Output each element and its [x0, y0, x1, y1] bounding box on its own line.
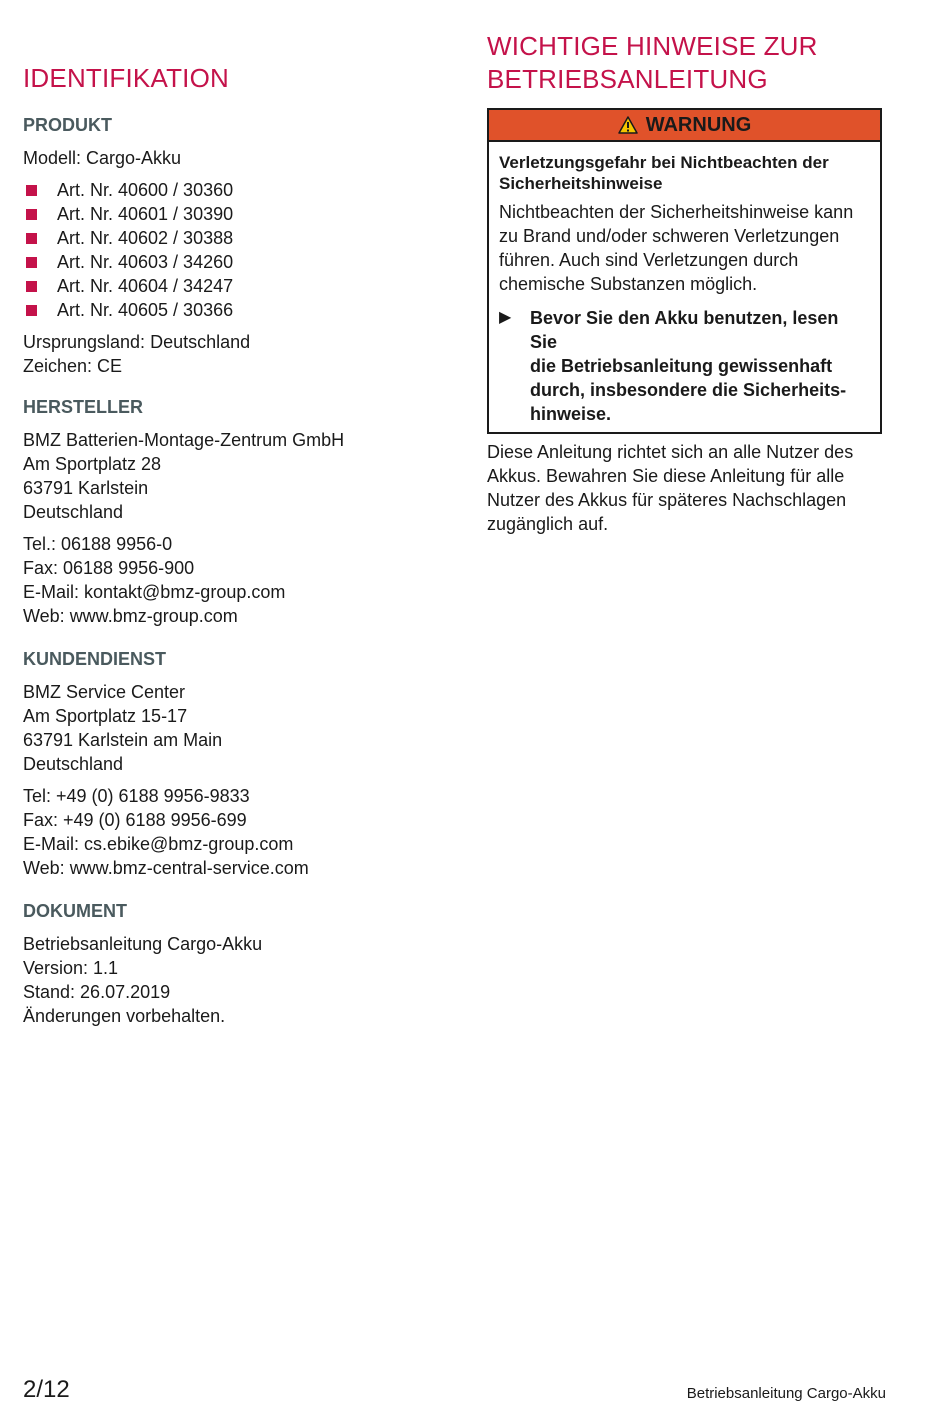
- article-number: Art. Nr. 40603 / 34260: [57, 252, 234, 272]
- square-bullet-icon: [26, 209, 37, 220]
- identification-title: IDENTIFIKATION: [23, 63, 229, 93]
- square-bullet-icon: [26, 281, 37, 292]
- service-address: BMZ Service Center Am Sportplatz 15-17 63791 Karlstein am Main Deutschland: [23, 682, 223, 774]
- document-section: [23, 900, 443, 1028]
- list-item: [23, 250, 443, 274]
- service-contact: Tel: +49 (0) 6188 9956-9833 Fax: +49 (0) 6188 9956-699 E-Mail: cs.ebike@bmz-group.com Web: www.bmz-central-service.com: [23, 786, 309, 878]
- list-item: [23, 202, 443, 226]
- warning-label: WARNUNG: [645, 114, 752, 136]
- service-section: [23, 648, 443, 880]
- square-bullet-icon: [26, 305, 37, 316]
- manufacturer-section: [23, 396, 443, 628]
- square-bullet-icon: [26, 257, 37, 268]
- warning-title: Verletzungsgefahr bei Nichtbeachten der Sicherheitshinweise: [499, 153, 829, 193]
- service-heading: KUNDENDIENST: [23, 649, 167, 669]
- important-notes-column: [487, 30, 887, 536]
- warning-action-text: Bevor Sie den Akku benutzen, lesen Sie die Betriebsanleitung gewissenhaft durch, insbesondere die Sicherheits- hinweise.: [530, 308, 847, 424]
- square-bullet-icon: [26, 233, 37, 244]
- article-number: Art. Nr. 40604 / 34247: [57, 276, 234, 296]
- list-item: [23, 274, 443, 298]
- page-number: 2/12: [23, 1376, 70, 1403]
- article-number: Art. Nr. 40600 / 30360: [57, 180, 234, 200]
- document-info: Betriebsanleitung Cargo-Akku Version: 1.1 Stand: 26.07.2019 Änderungen vorbehalten.: [23, 934, 263, 1026]
- warning-box: [487, 108, 882, 434]
- origin-and-mark: Ursprungsland: Deutschland Zeichen: CE: [23, 332, 251, 376]
- audience-note: Diese Anleitung richtet sich an alle Nutzer des Akkus. Bewahren Sie diese Anleitung für alle Nutzer des Akkus für späteres Nachschlagen zugänglich auf.: [487, 442, 854, 534]
- action-arrow-icon: ▶: [499, 309, 512, 326]
- warning-triangle-icon: [618, 116, 638, 134]
- product-model: Modell: Cargo-Akku: [23, 148, 182, 168]
- article-number-list: [23, 178, 443, 322]
- product-heading: PRODUKT: [23, 115, 112, 135]
- warning-action: [499, 306, 870, 426]
- important-notes-title: WICHTIGE HINWEISE ZUR BETRIEBSANLEITUNG: [487, 31, 818, 94]
- identification-column: [23, 62, 443, 1028]
- manufacturer-address: BMZ Batterien-Montage-Zentrum GmbH Am Sportplatz 28 63791 Karlstein Deutschland: [23, 430, 345, 522]
- list-item: [23, 178, 443, 202]
- warning-body: [489, 142, 880, 432]
- article-number: Art. Nr. 40601 / 30390: [57, 204, 234, 224]
- manufacturer-contact: Tel.: 06188 9956-0 Fax: 06188 9956-900 E-Mail: kontakt@bmz-group.com Web: www.bmz-group.com: [23, 534, 286, 626]
- manufacturer-heading: HERSTELLER: [23, 397, 144, 417]
- list-item: [23, 298, 443, 322]
- product-section: [23, 114, 443, 378]
- square-bullet-icon: [26, 185, 37, 196]
- list-item: [23, 226, 443, 250]
- article-number: Art. Nr. 40602 / 30388: [57, 228, 234, 248]
- warning-text: Nichtbeachten der Sicherheitshinweise kann zu Brand und/oder schweren Verletzungen führen. Auch sind Verletzungen durch chemische Substanzen möglich.: [499, 202, 854, 294]
- document-heading: DOKUMENT: [23, 901, 127, 921]
- footer-document-title: Betriebsanleitung Cargo-Akku: [686, 1385, 886, 1402]
- warning-header: [489, 110, 880, 142]
- article-number: Art. Nr. 40605 / 30366: [57, 300, 234, 320]
